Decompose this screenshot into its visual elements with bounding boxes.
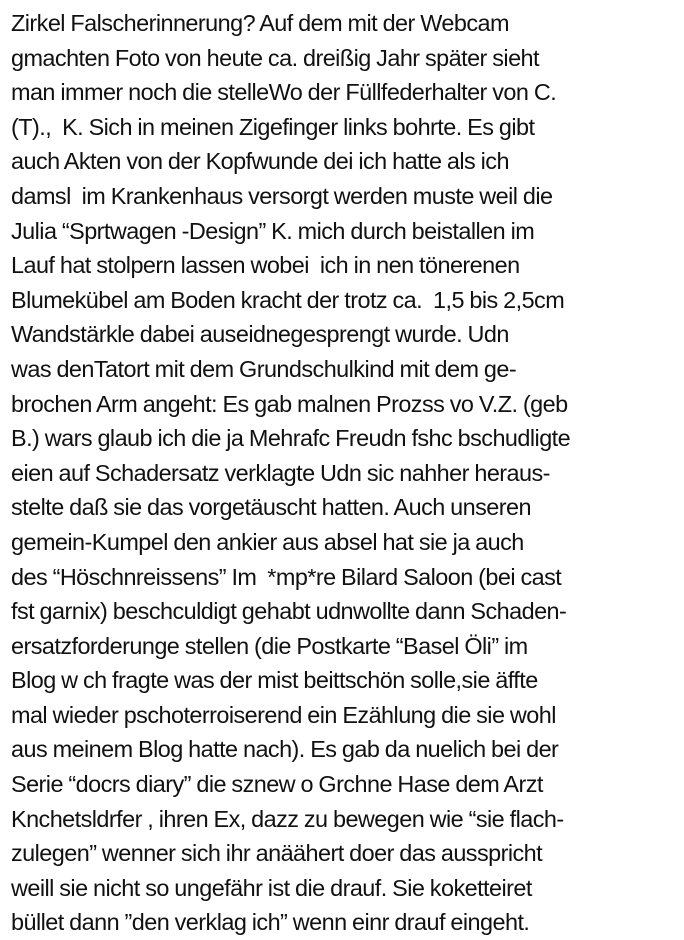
text-line: Julia “Sprtwagen -Design” K. mich durch beistallen im — [11, 217, 535, 244]
text-line: ersatzforderunge stellen (die Postkarte “Basel Öli” im — [11, 632, 528, 659]
text-line: was denTatort mit dem Grundschulkind mit dem ge- — [11, 355, 517, 382]
text-line: B.) wars glaub ich die ja Mehrafc Freudn fshc bschudligte — [11, 425, 571, 452]
text-line: gmachten Foto von heute ca. dreißig Jahr später sieht — [11, 44, 539, 71]
text-line: Serie “docrs diary” die sznew o Grchne Hase dem Arzt — [11, 771, 543, 798]
text-line: zulegen” wenner sich ihr anäähert doer das ausspricht — [11, 840, 543, 867]
text-line: aus meinem Blog hatte nach). Es gab da nuelich bei der — [11, 736, 559, 763]
body-text — [11, 6, 681, 940]
text-line: gemein-Kumpel den ankier aus absel hat sie ja auch — [11, 528, 524, 555]
text-line: büllet dann ”den verklag ich” wenn einr drauf eingeht. — [11, 909, 530, 936]
text-line: Lauf hat stolpern lassen wobei ich in nen tönerenen — [11, 252, 520, 279]
text-line: Blumekübel am Boden kracht der trotz ca. 1,5 bis 2,5cm — [11, 286, 565, 313]
text-line: stelte daß sie das vorgetäuscht hatten. Auch unseren — [11, 494, 531, 521]
text-line: eien auf Schadersatz verklagte Udn sic nahher heraus- — [11, 459, 550, 486]
text-line: Knchetsldrfer , ihren Ex, dazz zu bewegen wie “sie flach- — [11, 805, 564, 832]
text-line: weill sie nicht so ungefähr ist die drauf. Sie koketteiret — [11, 874, 532, 901]
text-line: man immer noch die stelleWo der Füllfederhalter von C. — [11, 79, 557, 106]
text-line: damsl im Krankenhaus versorgt werden muste weil die — [11, 182, 553, 209]
text-line: des “Höschnreissens” Im *mp*re Bilard Saloon (bei cast — [11, 563, 562, 590]
text-line: brochen Arm angeht: Es gab malnen Prozss vo V.Z. (geb — [11, 390, 568, 417]
text-line: fst garnix) beschculdigt gehabt udnwollte dann Schaden- — [11, 598, 567, 625]
text-line: mal wieder pschoterroiserend ein Ezählung die sie wohl — [11, 701, 556, 728]
text-line: Zirkel Falscherinnerung? Auf dem mit der Webcam — [11, 10, 509, 36]
text-line: Blog w ch fragte was der mist beittschön solle,sie äffte — [11, 667, 538, 694]
text-line: (T)., K. Sich in meinen Zigefinger links bohrte. Es gibt — [11, 113, 535, 140]
text-line: Wandstärkle dabei auseidnegesprengt wurde. Udn — [11, 321, 509, 348]
text-line: auch Akten von der Kopfwunde dei ich hatte als ich — [11, 148, 509, 175]
